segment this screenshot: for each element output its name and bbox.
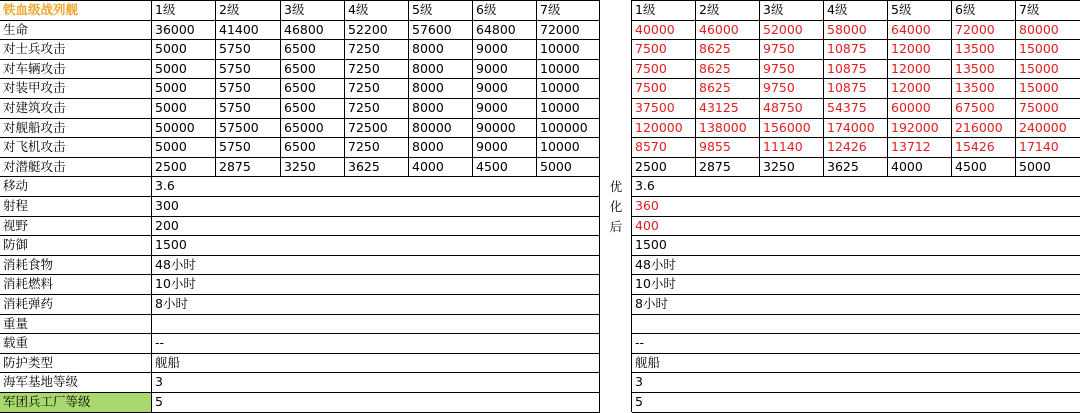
value-before: 舰船 [152, 354, 600, 374]
value-after: 10875 [824, 79, 888, 99]
value-after: 3 [632, 373, 1080, 393]
value-after: 120000 [632, 119, 696, 139]
level-header: 7级 [1016, 1, 1080, 21]
row-label: 生命 [0, 21, 152, 41]
value-after: 2500 [632, 158, 696, 178]
value-before: 7250 [345, 60, 409, 80]
level-header: 3级 [281, 1, 345, 21]
value-after: 8625 [696, 60, 760, 80]
value-before: 72500 [345, 119, 409, 139]
value-after: 9750 [760, 79, 824, 99]
value-before: 9000 [473, 60, 537, 80]
value-after: 54375 [824, 99, 888, 119]
value-before: 10000 [537, 79, 600, 99]
value-before [152, 315, 600, 335]
value-after: 72000 [952, 21, 1016, 41]
value-after: 13712 [888, 138, 952, 158]
value-before: 6500 [281, 79, 345, 99]
value-before: 2500 [152, 158, 216, 178]
value-after: 10小时 [632, 275, 1080, 295]
value-before: 8000 [409, 40, 473, 60]
row-label: 视野 [0, 217, 152, 237]
value-before: 5750 [216, 138, 281, 158]
value-before: 7250 [345, 40, 409, 60]
value-before: 46800 [281, 21, 345, 41]
value-after: 4500 [952, 158, 1016, 178]
value-after: 7500 [632, 79, 696, 99]
value-before: 90000 [473, 119, 537, 139]
level-header: 6级 [952, 1, 1016, 21]
value-before: 5000 [152, 138, 216, 158]
value-after: 15000 [1016, 79, 1080, 99]
row-label: 海军基地等级 [0, 373, 152, 393]
value-before: 7250 [345, 99, 409, 119]
value-before: 8000 [409, 60, 473, 80]
row-label: 军团兵工厂等级 [0, 393, 152, 413]
value-after: 48750 [760, 99, 824, 119]
value-before: 5000 [152, 79, 216, 99]
row-label: 对士兵攻击 [0, 40, 152, 60]
row-label: 对装甲攻击 [0, 79, 152, 99]
value-after: 58000 [824, 21, 888, 41]
value-before: 3.6 [152, 177, 600, 197]
value-before: 6500 [281, 99, 345, 119]
value-before: 5750 [216, 40, 281, 60]
value-before: 6500 [281, 40, 345, 60]
value-after: 10875 [824, 40, 888, 60]
value-before: 4000 [409, 158, 473, 178]
value-before: 8000 [409, 138, 473, 158]
row-label: 消耗燃料 [0, 275, 152, 295]
value-before: 8小时 [152, 295, 600, 315]
row-label: 防御 [0, 236, 152, 256]
value-before: 10小时 [152, 275, 600, 295]
optimized-label-char: 化 [609, 199, 623, 214]
value-before: 8000 [409, 79, 473, 99]
value-after: 4000 [888, 158, 952, 178]
value-before: 10000 [537, 40, 600, 60]
row-label: 载重 [0, 334, 152, 354]
row-label: 对飞机攻击 [0, 138, 152, 158]
value-after: 48小时 [632, 256, 1080, 276]
row-label: 移动 [0, 177, 152, 197]
value-before: 7250 [345, 79, 409, 99]
value-after: 8小时 [632, 295, 1080, 315]
value-before: 7250 [345, 138, 409, 158]
value-after: 8570 [632, 138, 696, 158]
level-header: 3级 [760, 1, 824, 21]
level-header: 7级 [537, 1, 600, 21]
value-after: 15000 [1016, 40, 1080, 60]
value-before: 3625 [345, 158, 409, 178]
value-after: 138000 [696, 119, 760, 139]
value-before: 5000 [152, 99, 216, 119]
value-before: 5750 [216, 60, 281, 80]
value-after: 216000 [952, 119, 1016, 139]
level-header: 6级 [473, 1, 537, 21]
value-before: 64800 [473, 21, 537, 41]
value-after: 75000 [1016, 99, 1080, 119]
level-header: 1级 [152, 1, 216, 21]
value-before: 9000 [473, 99, 537, 119]
value-before: 2875 [216, 158, 281, 178]
value-before: 6500 [281, 60, 345, 80]
value-after: 64000 [888, 21, 952, 41]
value-before: 10000 [537, 138, 600, 158]
row-label: 重量 [0, 315, 152, 335]
row-label: 对车辆攻击 [0, 60, 152, 80]
level-header: 5级 [409, 1, 473, 21]
value-after: 52000 [760, 21, 824, 41]
value-after: 9855 [696, 138, 760, 158]
value-after: 7500 [632, 40, 696, 60]
value-before: -- [152, 334, 600, 354]
value-after: 3625 [824, 158, 888, 178]
value-after: 12000 [888, 60, 952, 80]
value-before: 10000 [537, 99, 600, 119]
value-after: 40000 [632, 21, 696, 41]
level-header: 5级 [888, 1, 952, 21]
row-label: 射程 [0, 197, 152, 217]
value-after: 360 [632, 197, 1080, 217]
value-after: 156000 [760, 119, 824, 139]
value-after: 46000 [696, 21, 760, 41]
value-after: 174000 [824, 119, 888, 139]
row-label: 消耗弹药 [0, 295, 152, 315]
value-after: 12000 [888, 79, 952, 99]
value-after: 13500 [952, 40, 1016, 60]
value-before: 300 [152, 197, 600, 217]
value-before: 80000 [409, 119, 473, 139]
value-after: 8625 [696, 40, 760, 60]
value-after: 43125 [696, 99, 760, 119]
value-after: 13500 [952, 60, 1016, 80]
value-after: 240000 [1016, 119, 1080, 139]
value-before: 4500 [473, 158, 537, 178]
value-after: 80000 [1016, 21, 1080, 41]
value-before: 57600 [409, 21, 473, 41]
value-before: 8000 [409, 99, 473, 119]
value-after: 12426 [824, 138, 888, 158]
value-before: 57500 [216, 119, 281, 139]
value-after: 9750 [760, 60, 824, 80]
value-after: -- [632, 334, 1080, 354]
value-after: 3250 [760, 158, 824, 178]
value-before: 100000 [537, 119, 600, 139]
level-header: 1级 [632, 1, 696, 21]
value-after: 7500 [632, 60, 696, 80]
value-before: 5750 [216, 79, 281, 99]
value-after: 5 [632, 393, 1080, 413]
value-after: 5000 [1016, 158, 1080, 178]
row-label: 消耗食物 [0, 256, 152, 276]
value-before: 50000 [152, 119, 216, 139]
value-before: 5000 [152, 60, 216, 80]
value-after: 1500 [632, 236, 1080, 256]
value-before: 41400 [216, 21, 281, 41]
optimized-label-char: 后 [609, 218, 623, 234]
value-after: 67500 [952, 99, 1016, 119]
value-before: 10000 [537, 60, 600, 80]
value-before: 52200 [345, 21, 409, 41]
value-before: 36000 [152, 21, 216, 41]
row-label: 对潜艇攻击 [0, 158, 152, 178]
value-after: 60000 [888, 99, 952, 119]
value-before: 9000 [473, 138, 537, 158]
value-after: 12000 [888, 40, 952, 60]
row-label: 对舰船攻击 [0, 119, 152, 139]
value-after [632, 315, 1080, 335]
value-after: 15000 [1016, 60, 1080, 80]
value-before: 48小时 [152, 256, 600, 276]
table-title: 铁血级战列舰 [0, 1, 152, 21]
value-after: 3.6 [632, 177, 1080, 197]
row-label: 对建筑攻击 [0, 99, 152, 119]
value-after: 10875 [824, 60, 888, 80]
value-after: 11140 [760, 138, 824, 158]
value-before: 9000 [473, 40, 537, 60]
value-before: 9000 [473, 79, 537, 99]
value-before: 5000 [152, 40, 216, 60]
value-after: 192000 [888, 119, 952, 139]
value-after: 17140 [1016, 138, 1080, 158]
value-after: 舰船 [632, 354, 1080, 374]
value-before: 5 [152, 393, 600, 413]
value-before: 200 [152, 217, 600, 237]
level-header: 4级 [345, 1, 409, 21]
level-header: 2级 [696, 1, 760, 21]
value-after: 400 [632, 217, 1080, 237]
value-before: 6500 [281, 138, 345, 158]
value-before: 65000 [281, 119, 345, 139]
row-label: 防护类型 [0, 354, 152, 374]
value-before: 3250 [281, 158, 345, 178]
value-after: 2875 [696, 158, 760, 178]
value-after: 13500 [952, 79, 1016, 99]
level-header: 2级 [216, 1, 281, 21]
optimized-label-char: 优 [609, 179, 623, 195]
value-before: 5000 [537, 158, 600, 178]
value-before: 5750 [216, 99, 281, 119]
level-header: 4级 [824, 1, 888, 21]
value-after: 37500 [632, 99, 696, 119]
value-before: 3 [152, 373, 600, 393]
value-after: 15426 [952, 138, 1016, 158]
value-before: 72000 [537, 21, 600, 41]
value-before: 1500 [152, 236, 600, 256]
value-after: 8625 [696, 79, 760, 99]
value-after: 9750 [760, 40, 824, 60]
